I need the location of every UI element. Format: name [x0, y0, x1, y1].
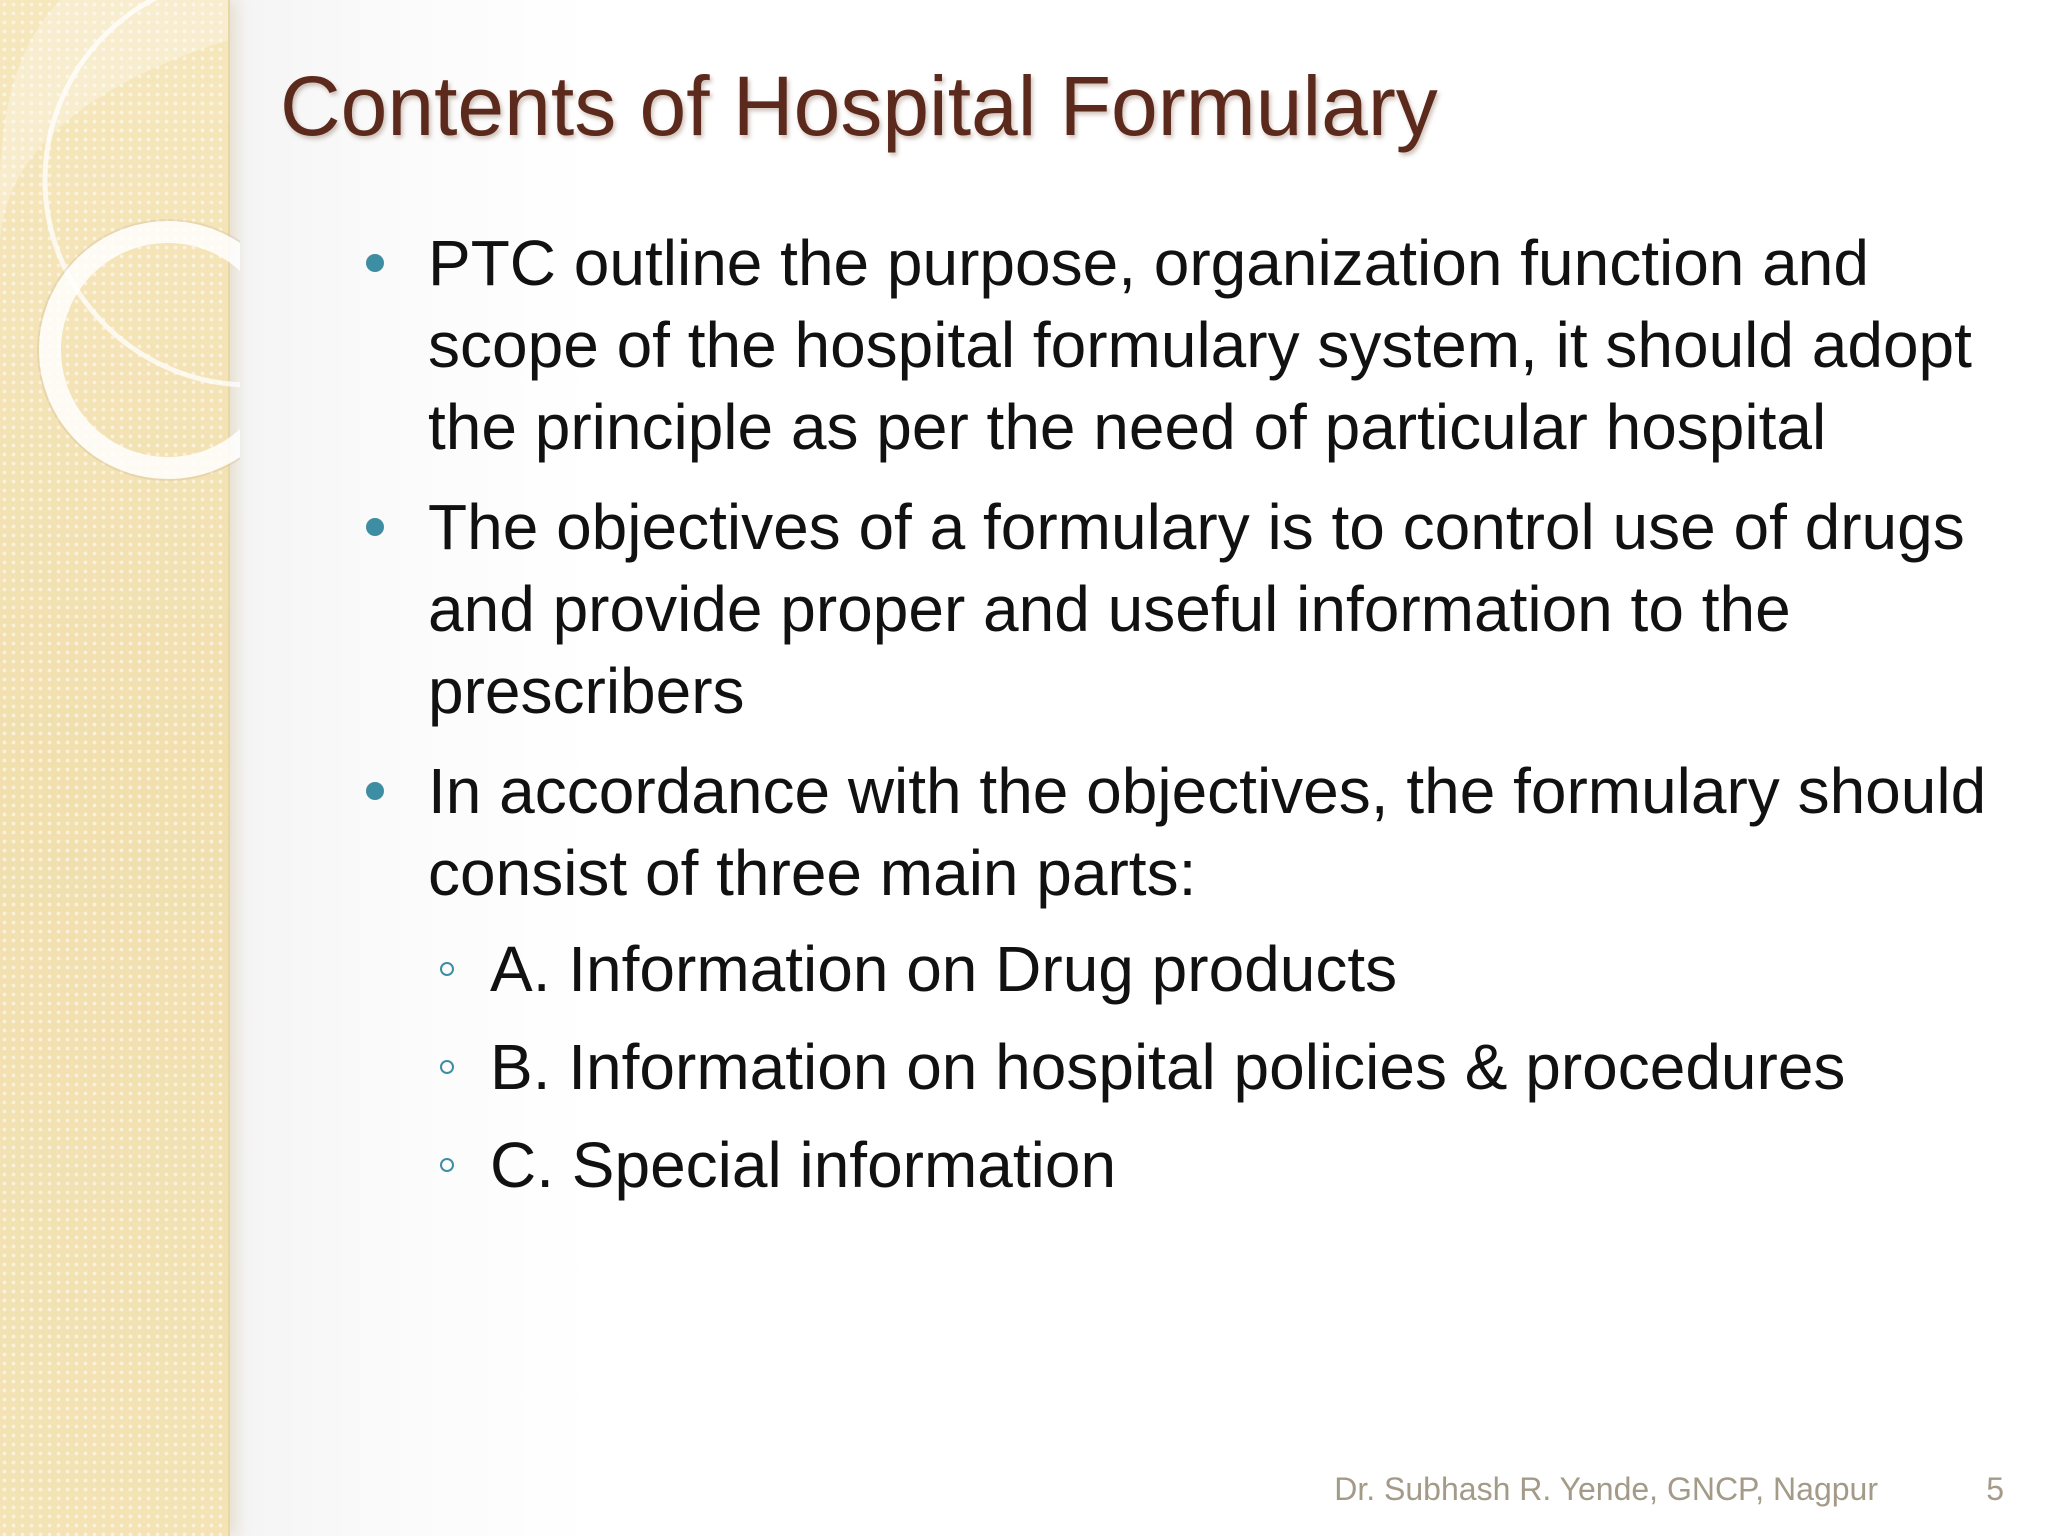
slide-title: Contents of Hospital Formulary [280, 59, 1438, 153]
hollow-circle-icon [440, 962, 454, 976]
sub-bullet-text: C. Special information [490, 1129, 1117, 1201]
decorative-rings [0, 0, 240, 520]
bullet-item [356, 750, 1996, 1206]
sub-bullet-item [428, 1124, 1996, 1206]
page-number: 5 [1986, 1471, 2004, 1507]
bullet-dot-icon [366, 518, 384, 536]
bullet-text: In accordance with the objectives, the formulary should consist of three main parts: [428, 755, 1987, 909]
bullet-text: PTC outline the purpose, organization function and scope of the hospital formulary system, it should adopt the principle as per the need of particular hospital [428, 227, 1972, 463]
bullet-dot-icon [366, 254, 384, 272]
sub-bullet-item [428, 1026, 1996, 1108]
hollow-circle-icon [440, 1060, 454, 1074]
sub-bullet-text: B. Information on hospital policies & procedures [490, 1031, 1846, 1103]
sub-bullet-item [428, 928, 1996, 1010]
footer-author: Dr. Subhash R. Yende, GNCP, Nagpur [1334, 1471, 1878, 1507]
bullet-item [356, 486, 1996, 732]
bullet-item [356, 222, 1996, 468]
bullet-list [356, 222, 1996, 1224]
bullet-dot-icon [366, 782, 384, 800]
hollow-circle-icon [440, 1158, 454, 1172]
sub-bullet-text: A. Information on Drug products [490, 933, 1398, 1005]
bullet-text: The objectives of a formulary is to control use of drugs and provide proper and useful information to the prescribers [428, 491, 1965, 727]
sub-bullet-list [428, 928, 1996, 1206]
